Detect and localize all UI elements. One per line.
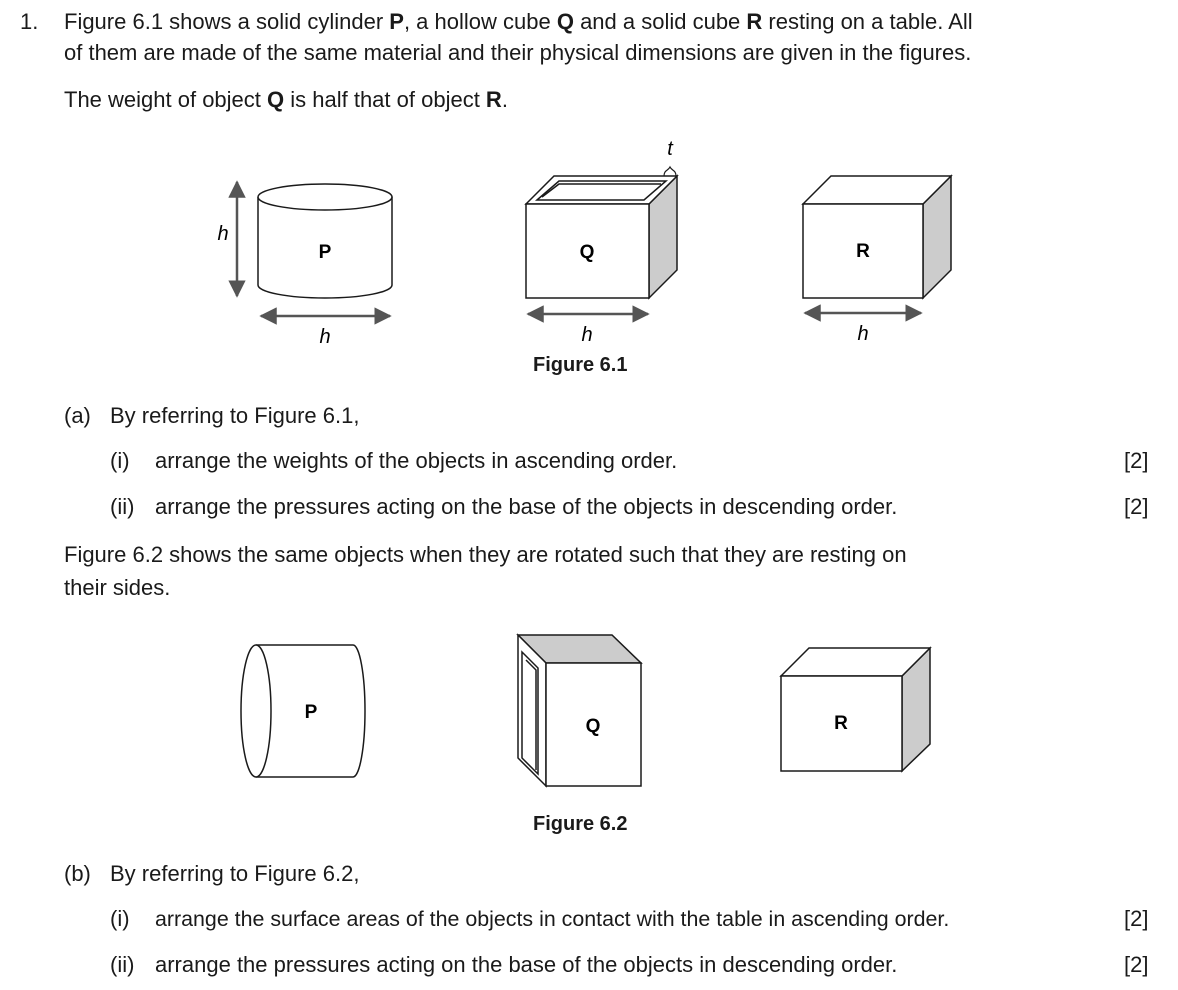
hollow-cube-q (526, 176, 677, 298)
figure2-label-r: R (834, 713, 848, 734)
solid-cube-r-rotated (781, 648, 930, 771)
figure2-label-p: P (304, 702, 318, 723)
part-b-ii-text: arrange the pressures acting on the base of the objects in descending order. (155, 952, 898, 977)
question-intro-line-2: of them are made of the same material and their physical dimensions are given in the figures. (64, 40, 972, 65)
part-a-ii-marks: [2] (1124, 494, 1149, 519)
part-b-ii-marks: [2] (1124, 952, 1149, 977)
part-a-i-marks: [2] (1124, 448, 1149, 473)
solid-cube-r (803, 176, 951, 298)
figure-6-2-caption: Figure 6.2 (533, 813, 628, 835)
part-a-label: (a) (64, 403, 91, 428)
part-a-i-text: arrange the weights of the objects in ascending order. (155, 448, 678, 473)
part-a-intro: By referring to Figure 6.1, (110, 403, 360, 428)
part-b-ii-number: (ii) (110, 952, 135, 977)
figure1-label-q: Q (579, 242, 595, 263)
figure-6-1-caption: Figure 6.1 (533, 354, 628, 376)
part-a-ii-text: arrange the pressures acting on the base of the objects in descending order. (155, 494, 898, 519)
part-b-label: (b) (64, 861, 91, 886)
figure-6-2 (0, 620, 1178, 820)
figure-6-2-intro-line-2: their sides. (64, 575, 171, 600)
thickness-label-t: t (667, 138, 673, 160)
object-p-ref: P (389, 9, 404, 34)
figure2-label-q: Q (585, 716, 601, 737)
part-a-i-number: (i) (110, 448, 130, 473)
weight-statement: The weight of object Q is half that of object R. (64, 87, 508, 112)
part-b-i-text: arrange the surface areas of the objects in contact with the table in ascending order. (155, 907, 950, 931)
object-r-ref: R (746, 9, 763, 34)
weight-r-ref: R (485, 87, 502, 112)
part-a-ii-number: (ii) (110, 494, 135, 519)
width-label-r: h (857, 323, 869, 345)
cylinder-p-rotated (241, 645, 365, 777)
hollow-cube-q-rotated (518, 635, 641, 786)
part-b-intro: By referring to Figure 6.2, (110, 861, 360, 886)
figure1-label-r: R (856, 241, 870, 262)
width-label-q: h (581, 324, 593, 346)
object-q-ref: Q (556, 9, 574, 34)
part-b-i-number: (i) (110, 906, 130, 931)
weight-q-ref: Q (267, 87, 285, 112)
width-label-p: h (319, 326, 331, 348)
figure-6-2-intro-line-1: Figure 6.2 shows the same objects when they are rotated such that they are resting on (64, 542, 907, 567)
figure-6-1 (0, 0, 1178, 360)
cylinder-p (258, 184, 392, 298)
question-number: 1. (20, 9, 39, 34)
thickness-brace-t (664, 167, 676, 176)
question-intro-line-1: Figure 6.1 shows a solid cylinder P, a hollow cube Q and a solid cube R resting on a table. All (64, 9, 973, 34)
height-label-p: h (217, 223, 229, 245)
figure1-label-p: P (318, 242, 332, 263)
part-b-i-marks: [2] (1124, 906, 1149, 931)
